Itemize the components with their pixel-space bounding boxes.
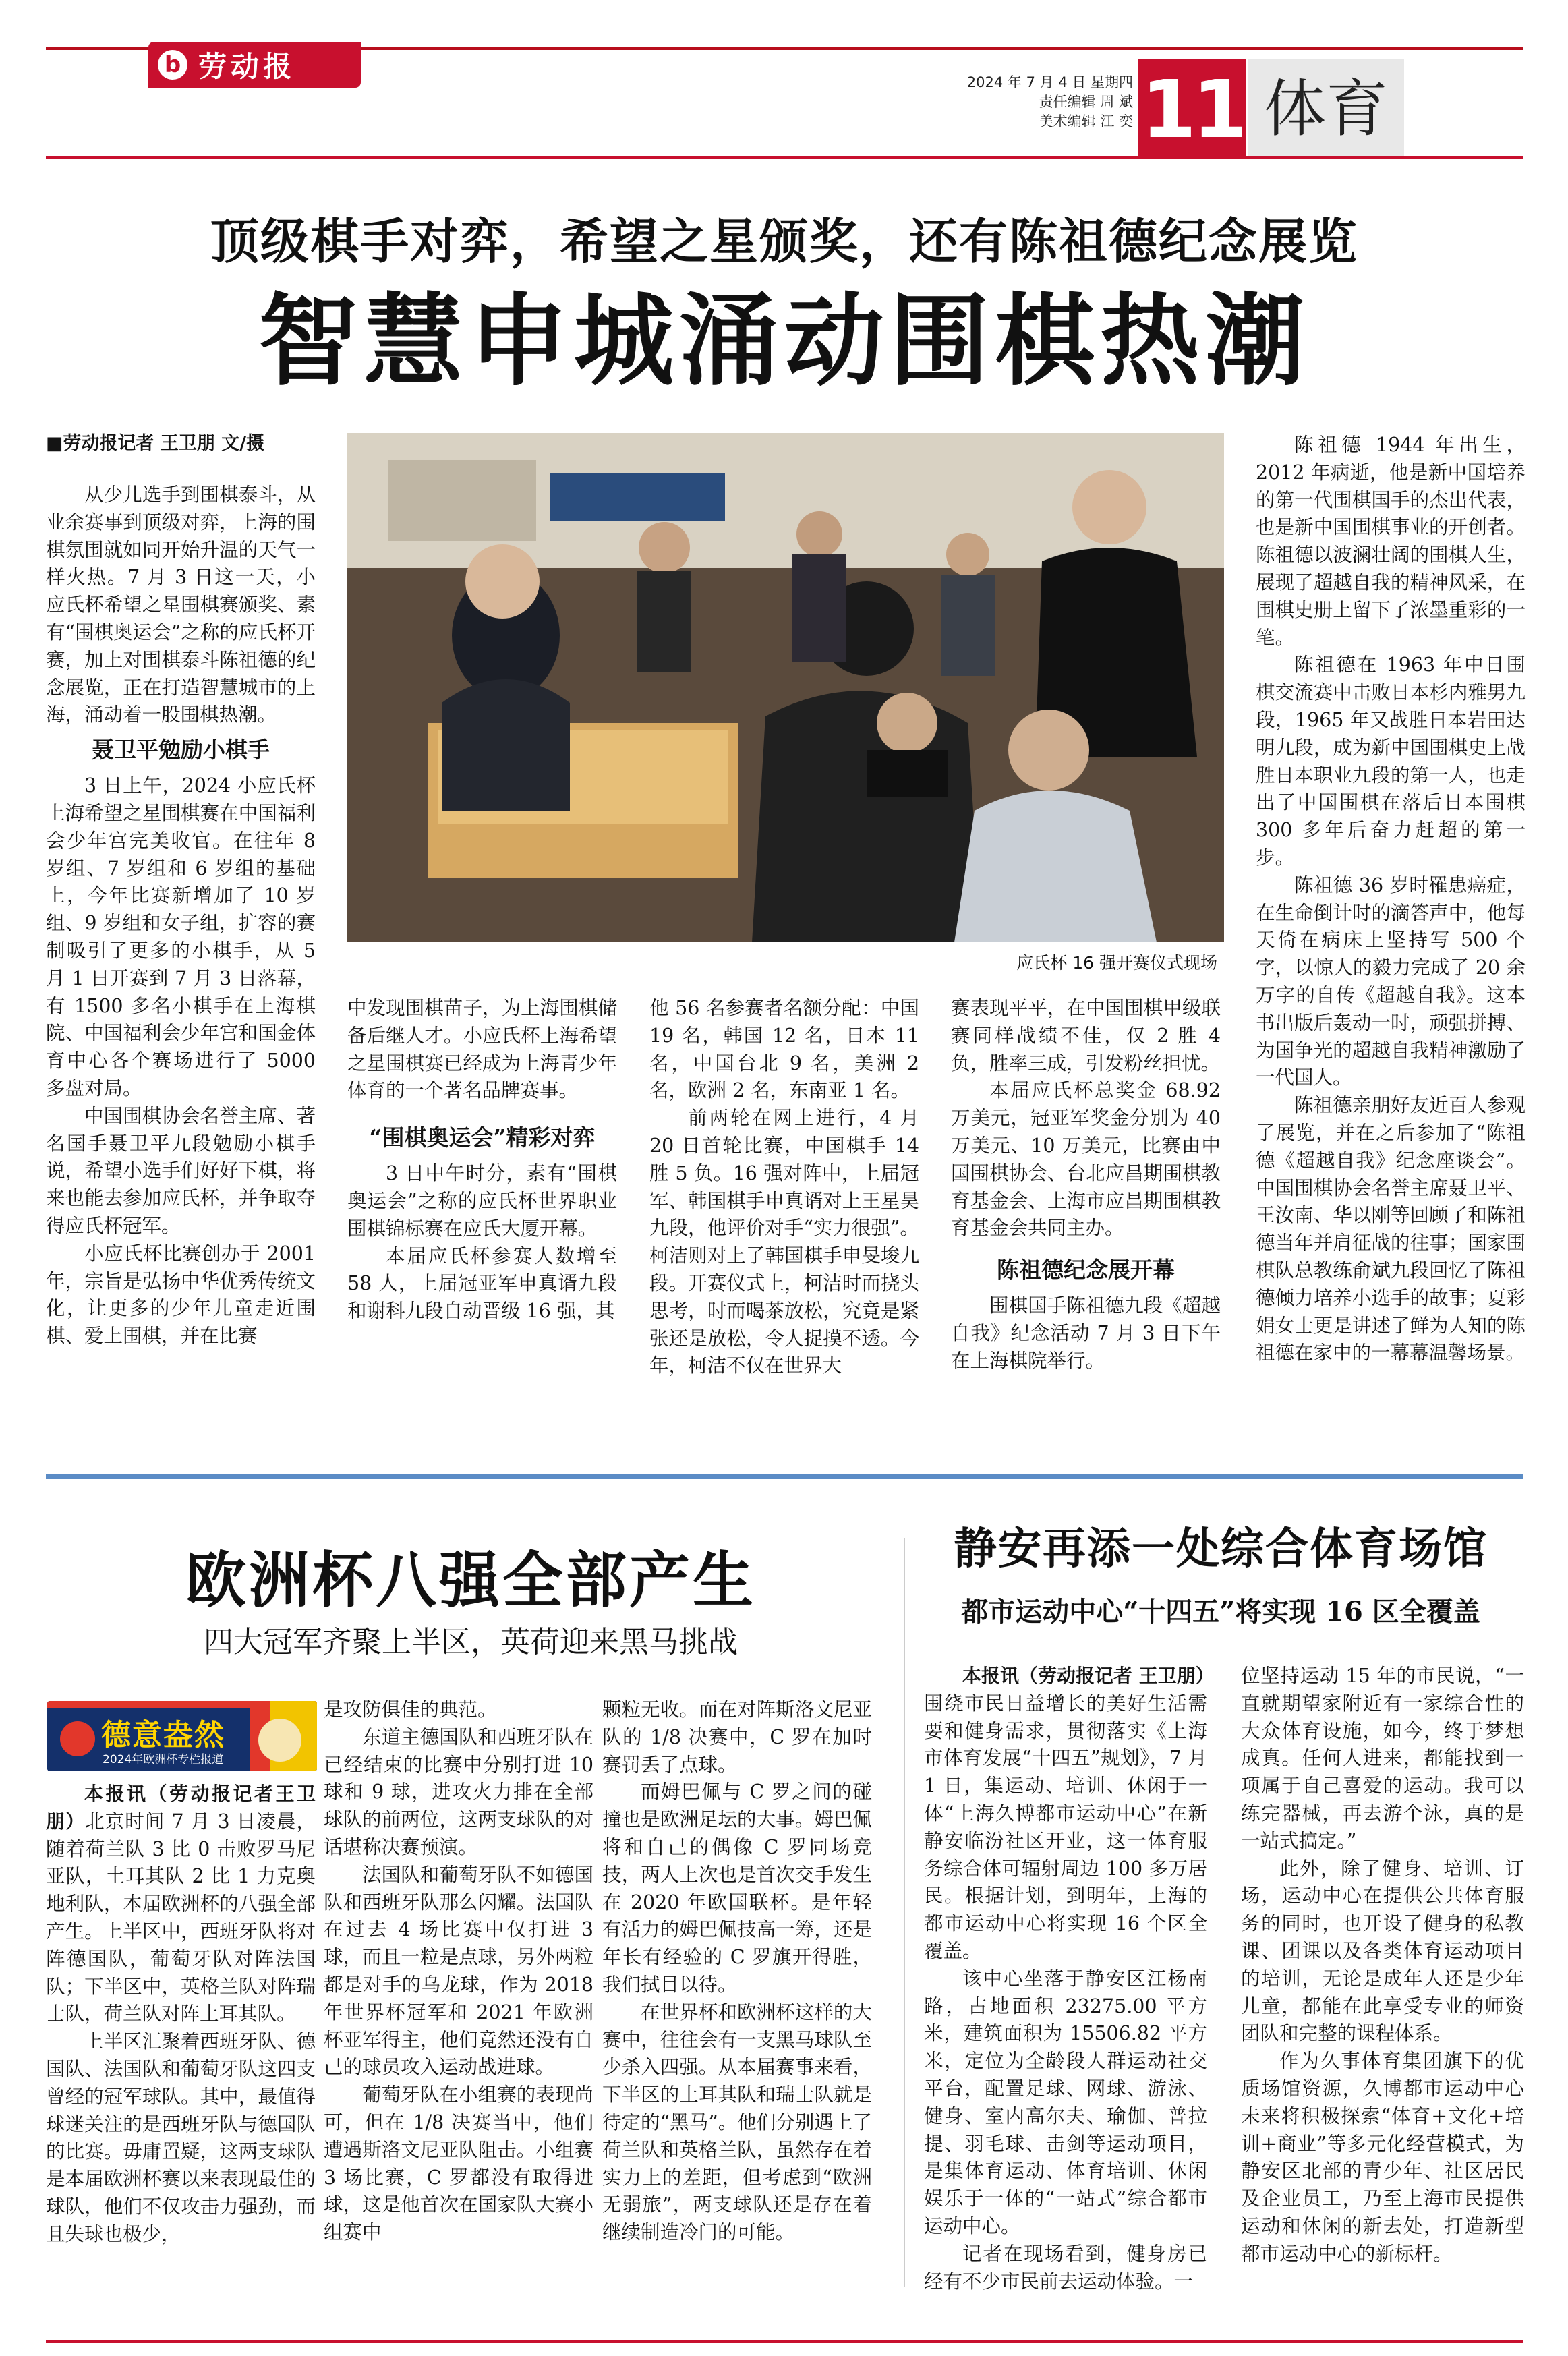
story3-title: 静安再添一处综合体育场馆 bbox=[954, 1524, 1488, 1574]
story1-paragraph: 陈祖德在 1963 年中日围棋交流赛中击败日本杉内雅男九段，1965 年又战胜日本岩田达明九段，成为新中国围棋史上战胜日本职业九段的第一人，也走出了中国围棋在落后日本围棋 300 多年后奋力赶超的第一步。 bbox=[1256, 654, 1526, 869]
logo-text: 劳动报 bbox=[198, 50, 296, 83]
story1-paragraph: 赛表现平平，在中国围棋甲级联赛同样战绩不佳，仅 2 胜 4 负，胜率三成，引发粉丝担忧。 bbox=[951, 997, 1221, 1074]
story2-subtitle: 四大冠军齐聚上半区，英荷迎来黑马挑战 bbox=[204, 1625, 738, 1659]
story1-paragraph: 3 日上午，2024 小应氏杯上海希望之星围棋赛在中国福利会少年宫完美收官。在往年 8 岁组、7 岁组和 6 岁组的基础上，今年比赛新增加了 10 岁组、9 岁组和女子组，扩容的赛制吸引了更多的小棋手，从 5 月 1 日开赛到 7 月 3 日落幕，有 1500 多名小棋手在上海棋院、中国福利会少年宫和国金体育中心各个赛场进行了 5000 多盘对局。 bbox=[46, 774, 316, 1099]
editor-credit: 责任编辑 周 斌 bbox=[1039, 94, 1133, 110]
art-editor-credit: 美术编辑 江 奕 bbox=[1039, 113, 1133, 130]
story2-paragraph: 颗粒无收。而在对阵斯洛文尼亚队的 1/8 决赛中，C 罗在加时赛罚丢了点球。 bbox=[602, 1698, 872, 1776]
story1-paragraph: 3 日中午时分，素有“围棋奥运会”之称的应氏杯世界职业围棋锦标赛在应氏大厦开幕。 bbox=[347, 1162, 617, 1240]
story1-paragraph: 陈祖德 36 岁时罹患癌症，在生命倒计时的滴答声中，他每天倚在病床上坚持写 500 个字，以惊人的毅力完成了 20 余万字的自传《超越自我》。这本书出版后轰动一时，顽强拼搏、为国争光的超越自我精神激励了一代国人。 bbox=[1256, 873, 1526, 1089]
story3-paragraph: 该中心坐落于静安区江杨南路，占地面积 23275.00 平方米，建筑面积为 15506.82 平方米，定位为全龄段人群运动社交平台，配置足球、网球、游泳、健身、室内高尔夫、瑜伽、普拉提、羽毛球、击剑等运动项目，是集体育运动、体育培训、休闲娱乐于一体的“一站式”综合都市运动中心。 bbox=[924, 1967, 1207, 2237]
story1-subhead-3: 陈祖德纪念展开幕 bbox=[997, 1257, 1175, 1284]
story2-paragraph: 东道主德国队和西班牙队在已经结束的比赛中分别打进 10 球和 9 球，进攻火力排在全部球队的前两位，这两支球队的对话堪称决赛预演。 bbox=[324, 1725, 593, 1858]
story1-column-2 bbox=[347, 995, 617, 1325]
story1-column-1 bbox=[46, 432, 316, 1350]
story3-subtitle: 都市运动中心“十四五”将实现 16 区全覆盖 bbox=[961, 1596, 1480, 1628]
story1-paragraph: 陈祖德亲朋好友近百人参观了展览，并在之后参加了“陈祖德《超越自我》纪念座谈会”。中国围棋协会名誉主席聂卫平、王汝南、华以刚等回顾了和陈祖德当年并肩征战的往事；国家围棋队总教练俞斌九段回忆了陈祖德倾力培养小选手的故事；夏彩娟女士更是讲述了鲜为人知的陈祖德在家中的一幕幕温馨场景。 bbox=[1256, 1094, 1526, 1364]
story1-column-4 bbox=[951, 995, 1221, 1375]
story3-column-1 bbox=[924, 1663, 1215, 2295]
story2-paragraph: 法国队和葡萄牙队不如德国队和西班牙队那么闪耀。法国队在过去 4 场比赛中仅打进 3 球，而且一粒是点球，另外两粒都是对手的乌龙球，作为 2018 年世界杯冠军和 2021 年欧洲杯亚军得主，他们竟然还没有自己的球员攻入运动战进球。 bbox=[324, 1863, 593, 2079]
story3-lead-text: 围绕市民日益增长的美好生活需要和健身需求，贯彻落实《上海市体育发展“十四五”规划》，7 月 1 日，集运动、培训、休闲于一体“上海久博都市运动中心”在新静安临汾社区开业，这一体育服务综合体可辐射周边 100 多万居民。根据计划，到明年，上海的都市运动中心将实现 16 个区全覆盖。 bbox=[924, 1692, 1207, 1962]
story2-column-3 bbox=[602, 1696, 872, 2247]
euro-column-banner[interactable] bbox=[47, 1701, 317, 1771]
story1-kicker: 顶级棋手对弈，希望之星颁奖，还有陈祖德纪念展览 bbox=[210, 212, 1358, 270]
story1-subhead-1: 聂卫平勉励小棋手 bbox=[92, 737, 270, 764]
issue-date: 2024 年 7 月 4 日 星期四 bbox=[966, 74, 1133, 90]
story1-paragraph: 他 56 名参赛者名额分配：中国 19 名，韩国 12 名，日本 11 名，中国台北 9 名，美洲 2 名，欧洲 2 名，东南亚 1 名。 bbox=[649, 997, 919, 1102]
story2-title: 欧洲杯八强全部产生 bbox=[185, 1545, 756, 1616]
story2-lead bbox=[46, 1781, 316, 2028]
story1-photo[interactable] bbox=[347, 433, 1224, 942]
story1-paragraph: 本届应氏杯参赛人数增至 58 人，上届冠亚军申真谞九段和谢科九段自动晋级 16 强，其 bbox=[347, 1244, 617, 1323]
masthead-bottom-rule bbox=[46, 156, 1523, 159]
section-name: 体育 bbox=[1248, 59, 1404, 159]
story1-paragraph: 中发现围棋苗子，为上海围棋储备后继人才。小应氏杯上海希望之星围棋赛已经成为上海青少年体育的一个著名品牌赛事。 bbox=[347, 997, 617, 1102]
banner-title: 德意盎然 bbox=[101, 1718, 225, 1752]
story2-paragraph: 是攻防俱佳的典范。 bbox=[324, 1698, 497, 1721]
story1-column-5 bbox=[1256, 432, 1526, 1367]
story3-column-2 bbox=[1241, 1663, 1524, 2268]
story1-column-3 bbox=[649, 995, 919, 1380]
story1-title: 智慧申城涌动围棋热潮 bbox=[258, 282, 1310, 399]
column-divider bbox=[904, 1538, 905, 2287]
story1-subhead-2: “围棋奥运会”精彩对弈 bbox=[369, 1124, 596, 1151]
story1-paragraph: 本届应氏杯总奖金 68.92 万美元，冠亚军奖金分别为 40 万美元、10 万美元，比赛由中国围棋协会、台北应昌期围棋教育基金会、上海市应昌期围棋教育基金会共同主办。 bbox=[951, 1079, 1221, 1240]
story2-lead-text: 北京时间 7 月 3 日凌晨，随着荷兰队 3 比 0 击败罗马尼亚队，土耳其队 2 比 1 力克奥地利队，本届欧洲杯的八强全部产生。上半区中，西班牙队将对阵德国队，葡萄牙队对阵法国队；下半区中，英格兰队对阵瑞士队，荷兰队对阵土耳其队。 bbox=[46, 1810, 316, 2025]
story2-paragraph: 而姆巴佩与 C 罗之间的碰撞也是欧洲足坛的大事。姆巴佩将和自己的偶像 C 罗同场竞技，两人上次也是首次交手发生在 2020 年欧国联杯。是年轻有活力的姆巴佩技高一筹，还是年长有经验的 C 罗旗开得胜，我们拭目以待。 bbox=[602, 1781, 872, 1996]
story2-column-2 bbox=[324, 1696, 593, 2247]
story1-paragraph: 中国围棋协会名誉主席、著名国手聂卫平九段勉励小棋手说，希望小选手们好好下棋，将来也能去参加应氏杯，并争取夺得应氏杯冠军。 bbox=[46, 1104, 316, 1237]
story1-lead: 从少儿选手到围棋泰斗，从业余赛事到顶级对弈，上海的围棋氛围就如同开始升温的天气一样火热。7 月 3 日这一天，小应氏杯希望之星围棋赛颁奖、素有“围棋奥运会”之称的应氏杯开赛，加上对围棋泰斗陈祖德的纪念展览，正在打造智慧城市的上海，涌动着一股围棋热潮。 bbox=[46, 484, 316, 726]
story2-byline: 本报讯（劳动报记者王卫朋） bbox=[46, 1783, 316, 1833]
story2-paragraph: 葡萄牙队在小组赛的表现尚可，但在 1/8 决赛当中，他们遭遇斯洛文尼亚队阻击。小组赛 3 场比赛，C 罗都没有取得进球，这是他首次在国家队大赛小组赛中 bbox=[324, 2084, 593, 2244]
page-number: 11 bbox=[1138, 59, 1246, 159]
photo-caption: 应氏杯 16 强开赛仪式现场 bbox=[1016, 953, 1217, 973]
story3-byline: 本报讯（劳动报记者 王卫朋） bbox=[962, 1665, 1215, 1687]
story2-paragraph: 在世界杯和欧洲杯这样的大赛中，往往会有一支黑马球队至少杀入四强。从本届赛事来看，下半区的土耳其队和瑞士队就是待定的“黑马”。他们分别遇上了荷兰队和英格兰队，虽然存在着实力上的差距，但考虑到“欧洲无弱旅”，两支球队还是存在着继续制造冷门的可能。 bbox=[602, 2001, 872, 2244]
newspaper-logo[interactable] bbox=[148, 42, 361, 88]
story1-paragraph: 陈祖德 1944 年出生，2012 年病逝，他是新中国培养的第一代围棋国手的杰出代表，也是新中国围棋事业的开创者。陈祖德以波澜壮阔的围棋人生，展现了超越自我的精神风采，在围棋史册上留下了浓墨重彩的一笔。 bbox=[1256, 434, 1526, 649]
story1-paragraph: 围棋国手陈祖德九段《超越自我》纪念活动 7 月 3 日下午在上海棋院举行。 bbox=[951, 1294, 1221, 1372]
footer-rule bbox=[46, 2340, 1523, 2343]
section-separator bbox=[46, 1474, 1523, 1479]
story3-paragraph: 作为久事体育集团旗下的优质场馆资源，久博都市运动中心未来将积极探索“体育+文化+培训+商业”等多元化经营模式，为静安区北部的青少年、社区居民及企业员工，乃至上海市民提供运动和休闲的新去处，打造新型都市运动中心的新标杆。 bbox=[1241, 2050, 1524, 2265]
story1-byline: ■劳动报记者 王卫朋 文/摄 bbox=[46, 433, 265, 454]
story1-paragraph: 前两轮在网上进行，4 月 20 日首轮比赛，中国棋手 14 胜 5 负。16 强对阵中，上届冠军、韩国棋手申真谞对上王星昊九段，他评价对手“实力很强”。柯洁则对上了韩国棋手申旻埈九段。开赛仪式上，柯洁时而挠头思考，时而喝茶放松，究竟是紧张还是放松，令人捉摸不透。今年，柯洁不仅在世界大 bbox=[649, 1107, 919, 1377]
story3-lead bbox=[924, 1663, 1215, 1965]
story2-column-1 bbox=[46, 1781, 316, 2249]
story3-paragraph: 此外，除了健身、培训、订场，运动中心在提供公共体育服务的同时，也开设了健身的私教课、团课以及各类体育运动项目的培训，无论是成年人还是少年儿童，都能在此享受专业的师资团队和完整的课程体系。 bbox=[1241, 1857, 1524, 2045]
banner-subtitle: 2024年欧洲杯专栏报道 bbox=[103, 1753, 224, 1766]
logo-icon: b bbox=[158, 50, 187, 80]
go-match-photo bbox=[347, 433, 1224, 942]
story3-paragraph: 位坚持运动 15 年的市民说，“一直就期望家附近有一家综合性的大众体育设施，如今，终于梦想成真。任何人进来，都能找到一项属于自己喜爱的运动。我可以练完器械，再去游个泳，真的是一站式搞定。” bbox=[1241, 1665, 1524, 1852]
story2-paragraph: 上半区汇聚着西班牙队、德国队、法国队和葡萄牙队这四支曾经的冠军球队。其中，最值得球迷关注的是西班牙队与德国队的比赛。毋庸置疑，这两支球队是本届欧洲杯赛以来表现最佳的球队，他们不仅攻击力强劲，而且失球也极少， bbox=[46, 2030, 316, 2245]
issue-meta bbox=[931, 73, 1133, 132]
story3-paragraph: 记者在现场看到，健身房已经有不少市民前去运动体验。一 bbox=[924, 2242, 1207, 2293]
story1-paragraph: 小应氏杯比赛创办于 2001 年，宗旨是弘扬中华优秀传统文化，让更多的少年儿童走近围棋、爱上围棋，并在比赛 bbox=[46, 1242, 316, 1348]
